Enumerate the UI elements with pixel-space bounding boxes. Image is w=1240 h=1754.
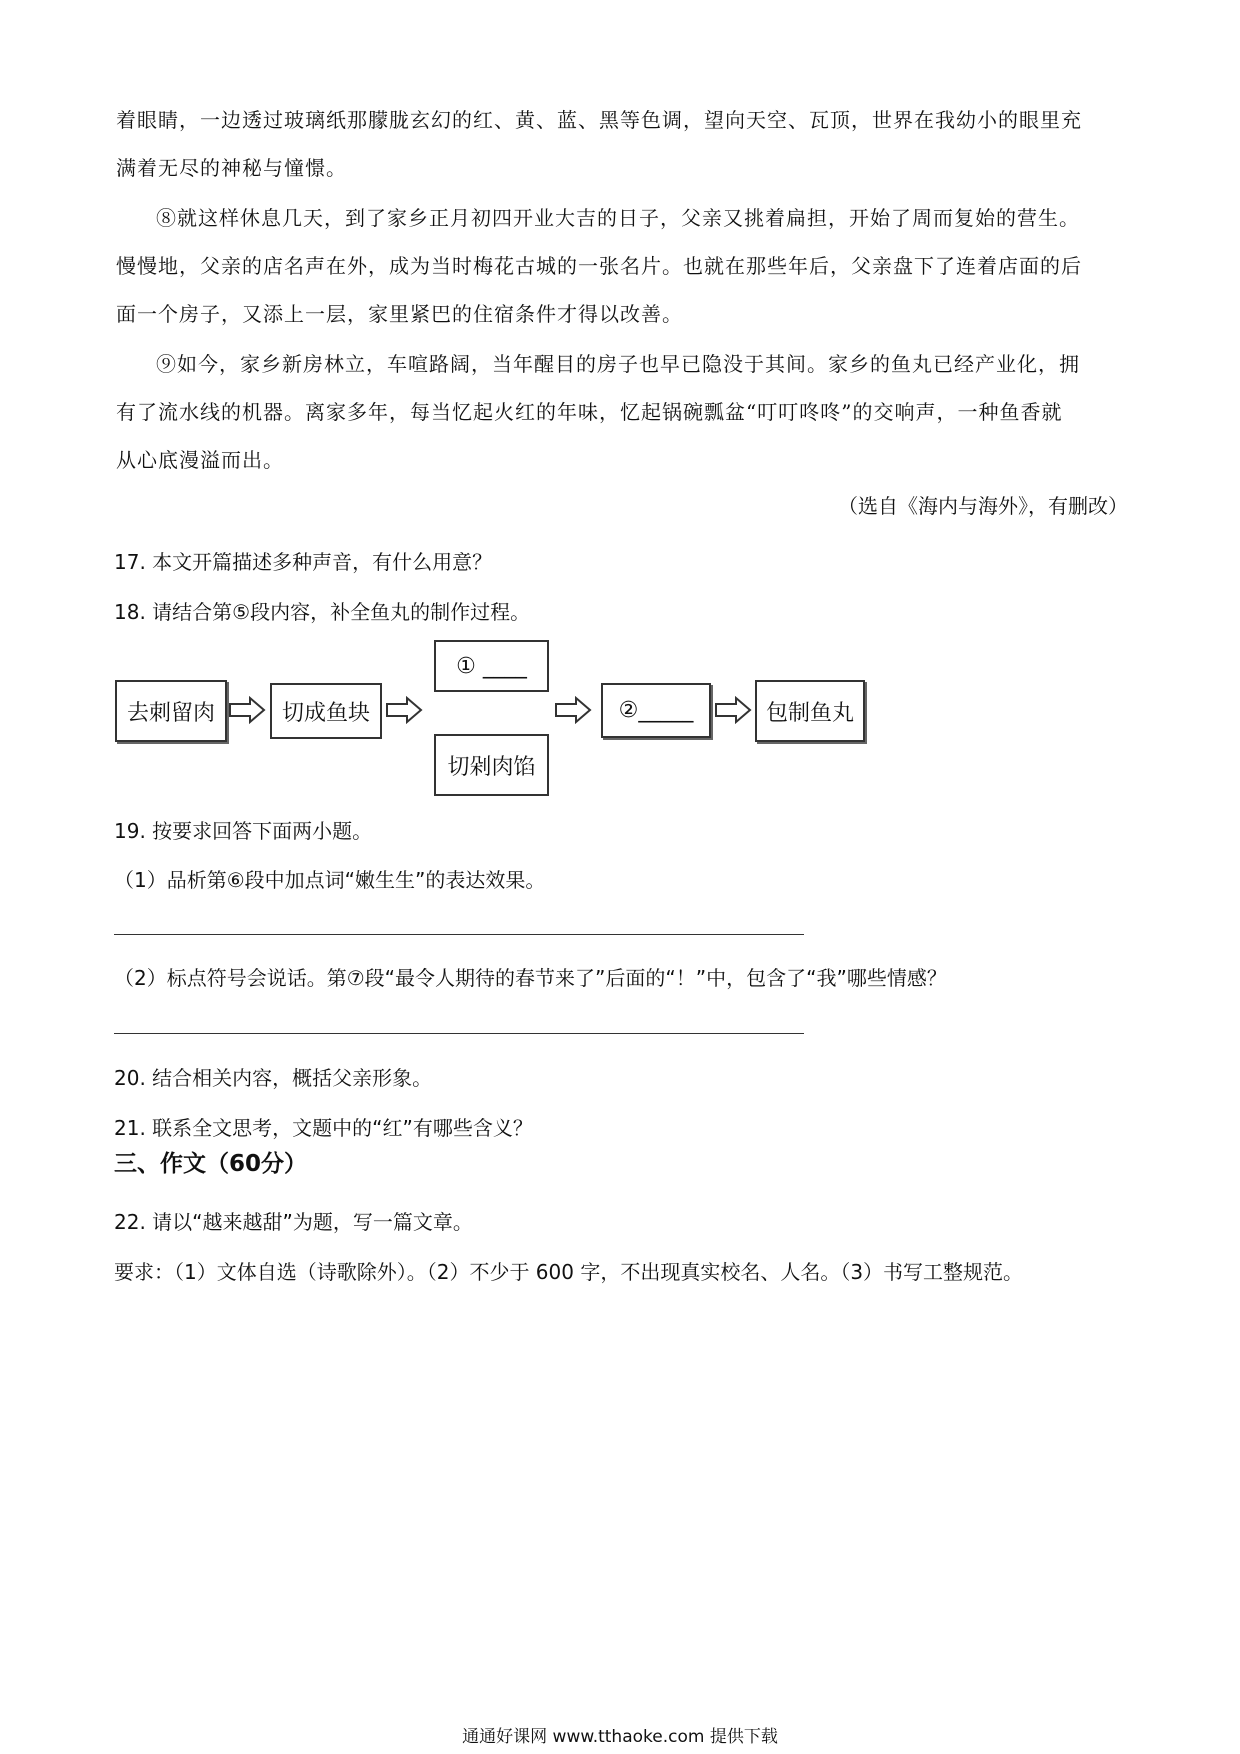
footer-source: 通通好课网 www.tthaoke.com 提供下载 (462, 1727, 778, 1747)
paragraph-8 (116, 194, 1126, 338)
arrow-right-icon (385, 696, 423, 724)
question-19-2: （2）标点符号会说话。第⑦段“最令人期待的春节来了”后面的“！”中，包含了“我”哪些情感？ (114, 966, 947, 990)
text-line: 满着无尽的神秘与憧憬。 (116, 156, 347, 180)
section-heading-composition: 三、作文（60分） (114, 1151, 308, 1177)
question-20: 20. 结合相关内容，概括父亲形象。 (114, 1066, 433, 1090)
flow-step-3-mince: 切剁肉馅 (434, 734, 549, 796)
flow-step-2: 切成鱼块 (270, 683, 382, 739)
flow-step-3-blank: ① ____ (434, 640, 549, 692)
question-18: 18. 请结合第⑤段内容，补全鱼丸的制作过程。 (114, 600, 531, 624)
text-line: 从心底漫溢而出。 (116, 448, 284, 472)
arrow-right-icon (554, 696, 592, 724)
question-19-1: （1）品析第⑥段中加点词“嫩生生”的表达效果。 (114, 868, 546, 892)
composition-requirements: 要求：（1）文体自选（诗歌除外）。（2）不少于 600 字，不出现真实校名、人名。（3）书写工整规范。 (114, 1260, 1024, 1284)
question-21: 21. 联系全文思考，文题中的“红”有哪些含义？ (114, 1116, 533, 1140)
text-line: 着眼睛，一边透过玻璃纸那朦胧玄幻的红、黄、蓝、黑等色调，望向天空、瓦顶，世界在我幼小的眼里充 (116, 108, 1082, 132)
text-line: 面一个房子，又添上一层，家里紧巴的住宿条件才得以改善。 (116, 302, 683, 326)
text-line: 慢慢地，父亲的店名声在外，成为当时梅花古城的一张名片。也就在那些年后，父亲盘下了连着店面的后 (116, 254, 1082, 278)
source-citation: （选自《海内与海外》，有删改） (838, 494, 1128, 518)
answer-line (114, 1033, 804, 1034)
text-line: 有了流水线的机器。离家多年，每当忆起火红的年味，忆起锅碗瓢盆“叮叮咚咚”的交响声，一种鱼香就 (116, 400, 1063, 424)
paragraph-9 (116, 340, 1126, 484)
text-line: ⑨如今，家乡新房林立，车喧路阔，当年醒目的房子也早已隐没于其间。家乡的鱼丸已经产业化，拥 (156, 352, 1080, 376)
flow-step-5: 包制鱼丸 (755, 680, 865, 742)
answer-line (114, 934, 804, 935)
question-17: 17. 本文开篇描述多种声音，有什么用意？ (114, 550, 493, 574)
question-19: 19. 按要求回答下面两小题。 (114, 819, 373, 843)
flow-step-1: 去刺留肉 (115, 680, 227, 742)
question-22: 22. 请以“越来越甜”为题，写一篇文章。 (114, 1210, 473, 1234)
paragraph-continued (116, 96, 1126, 192)
arrow-right-icon (228, 696, 266, 724)
flow-step-4-blank: ②_____ (601, 683, 711, 738)
text-line: ⑧就这样休息几天，到了家乡正月初四开业大吉的日子，父亲又挑着扁担，开始了周而复始的营生。 (156, 206, 1080, 230)
arrow-right-icon (714, 696, 752, 724)
